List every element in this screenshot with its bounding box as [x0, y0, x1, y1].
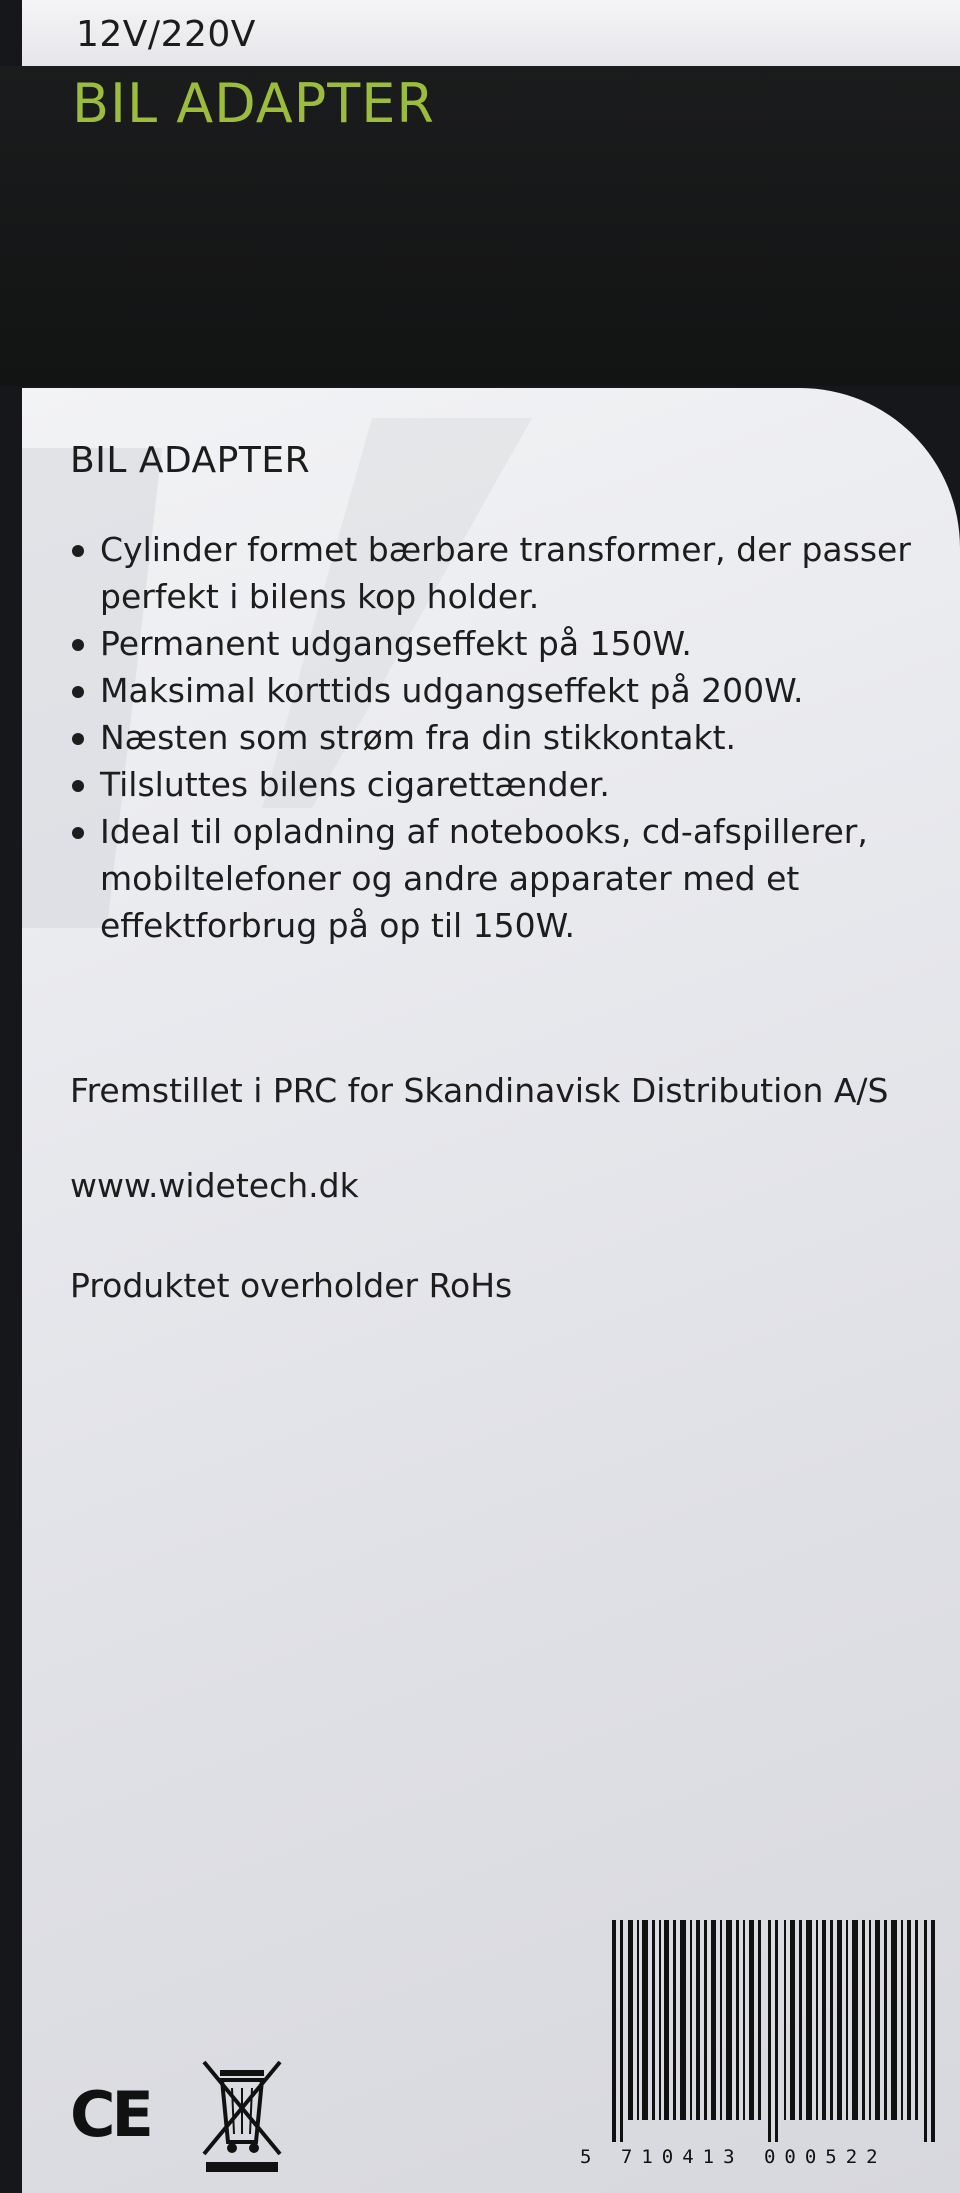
- product-title: BIL ADAPTER: [72, 72, 435, 135]
- feature-item: Næsten som strøm fra din stikkontakt.: [70, 714, 920, 761]
- feature-item: Maksimal korttids udgangseffekt på 200W.: [70, 667, 920, 714]
- crossed-out-wheelie-bin-icon: [200, 2056, 284, 2176]
- barcode: [612, 1920, 940, 2142]
- barcode-number: 5 710413 000522: [580, 2146, 887, 2168]
- feature-item: Cylinder formet bærbare transformer, der passer perfekt i bilens kop holder.: [70, 526, 920, 620]
- ce-mark-icon: CE: [70, 2078, 150, 2151]
- voltage-label: 12V/220V: [76, 14, 256, 55]
- feature-list: [70, 526, 920, 949]
- feature-item: Permanent udgangseffekt på 150W.: [70, 620, 920, 667]
- feature-item: Tilsluttes bilens cigarettænder.: [70, 761, 920, 808]
- rohs-compliance: Produktet overholder RoHs: [70, 1266, 513, 1305]
- manufacturer-text: Fremstillet i PRC for Skandinavisk Distribution A/S: [70, 1071, 889, 1110]
- website-url: www.widetech.dk: [70, 1166, 359, 1205]
- feature-item: Ideal til opladning af notebooks, cd-afspillerer, mobiltelefoner og andre apparater med et effektforbrug på op til 150W.: [70, 808, 920, 949]
- panel-title: BIL ADAPTER: [70, 440, 311, 481]
